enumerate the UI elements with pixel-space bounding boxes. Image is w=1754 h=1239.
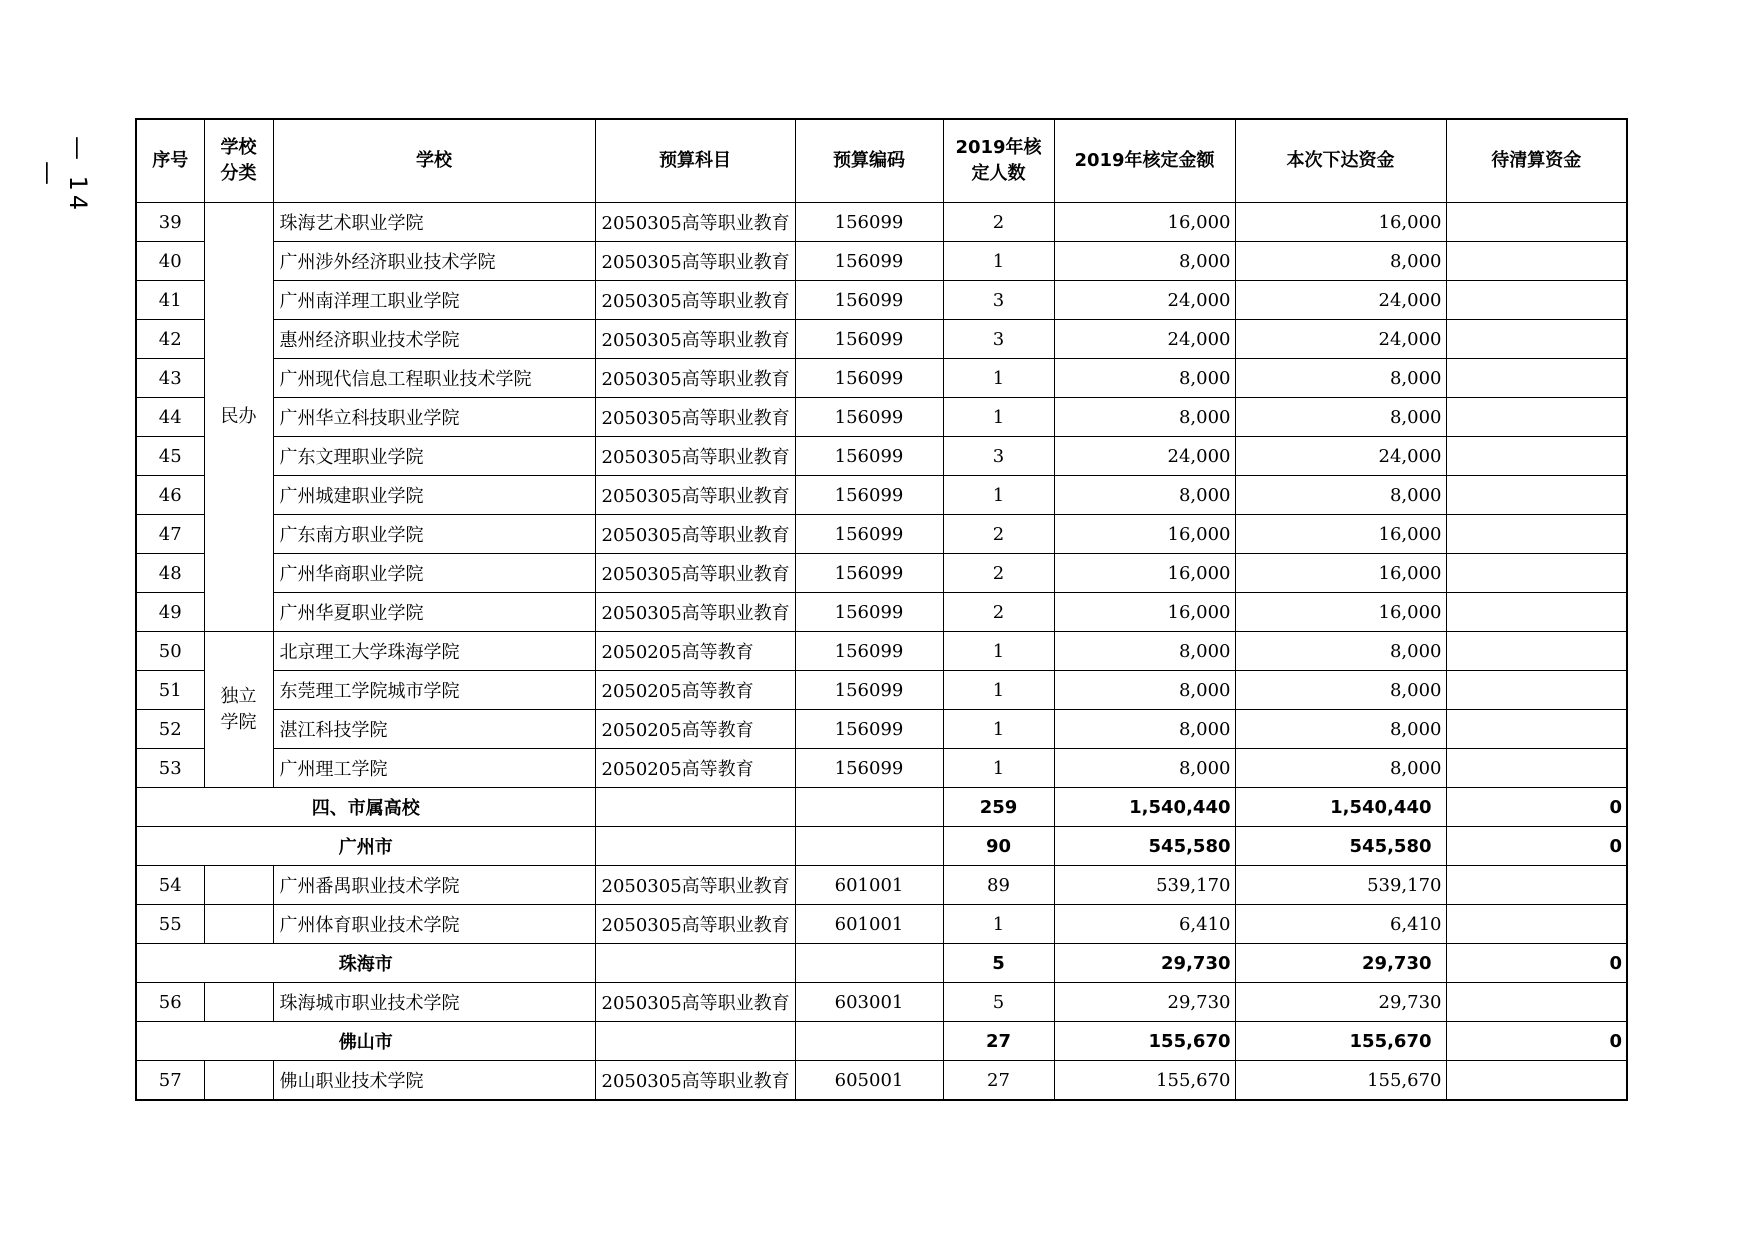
row-count: 2 (943, 515, 1054, 554)
row-pending (1446, 476, 1627, 515)
row-amount: 29,730 (1054, 983, 1235, 1022)
row-school: 广州现代信息工程职业技术学院 (273, 359, 595, 398)
header-pending: 待清算资金 (1446, 119, 1627, 203)
summary-count: 5 (943, 944, 1054, 983)
row-subject: 2050305高等职业教育 (595, 203, 795, 242)
row-seq: 41 (136, 281, 204, 320)
row-seq: 49 (136, 593, 204, 632)
summary-count: 90 (943, 827, 1054, 866)
city-summary-zhuhai (136, 944, 1627, 983)
summary-code (795, 944, 943, 983)
row-issued: 16,000 (1235, 593, 1446, 632)
row-pending (1446, 203, 1627, 242)
header-code: 预算编码 (795, 119, 943, 203)
row-code: 156099 (795, 242, 943, 281)
summary-issued: 545,580 (1235, 827, 1446, 866)
row-seq: 46 (136, 476, 204, 515)
row-subject: 2050305高等职业教育 (595, 554, 795, 593)
summary-label: 广州市 (136, 827, 595, 866)
table-row (136, 476, 1627, 515)
row-count: 1 (943, 398, 1054, 437)
row-pending (1446, 632, 1627, 671)
row-issued: 155,670 (1235, 1061, 1446, 1101)
row-code: 603001 (795, 983, 943, 1022)
row-pending (1446, 281, 1627, 320)
summary-code (795, 1022, 943, 1061)
row-category (204, 1061, 273, 1101)
row-pending (1446, 905, 1627, 944)
summary-subject (595, 1022, 795, 1061)
row-issued: 24,000 (1235, 437, 1446, 476)
row-amount: 8,000 (1054, 710, 1235, 749)
row-school: 珠海城市职业技术学院 (273, 983, 595, 1022)
summary-issued: 1,540,440 (1235, 788, 1446, 827)
row-school: 广东文理职业学院 (273, 437, 595, 476)
table-row (136, 671, 1627, 710)
header-subject: 预算科目 (595, 119, 795, 203)
row-code: 156099 (795, 398, 943, 437)
row-seq: 45 (136, 437, 204, 476)
row-count: 3 (943, 281, 1054, 320)
row-amount: 8,000 (1054, 359, 1235, 398)
summary-count: 27 (943, 1022, 1054, 1061)
table-row (136, 554, 1627, 593)
row-amount: 16,000 (1054, 593, 1235, 632)
row-subject: 2050205高等教育 (595, 671, 795, 710)
table-row (136, 437, 1627, 476)
row-subject: 2050305高等职业教育 (595, 476, 795, 515)
summary-issued: 29,730 (1235, 944, 1446, 983)
row-school: 湛江科技学院 (273, 710, 595, 749)
table-row (136, 593, 1627, 632)
row-school: 北京理工大学珠海学院 (273, 632, 595, 671)
summary-code (795, 788, 943, 827)
summary-label: 佛山市 (136, 1022, 595, 1061)
row-seq: 44 (136, 398, 204, 437)
row-seq: 40 (136, 242, 204, 281)
row-subject: 2050305高等职业教育 (595, 359, 795, 398)
category-minban: 民办 (204, 203, 273, 632)
row-issued: 8,000 (1235, 671, 1446, 710)
row-code: 156099 (795, 632, 943, 671)
row-code: 156099 (795, 476, 943, 515)
row-code: 156099 (795, 359, 943, 398)
row-code: 156099 (795, 203, 943, 242)
row-count: 3 (943, 437, 1054, 476)
row-pending (1446, 320, 1627, 359)
row-school: 佛山职业技术学院 (273, 1061, 595, 1101)
row-count: 5 (943, 983, 1054, 1022)
row-subject: 2050305高等职业教育 (595, 1061, 795, 1101)
row-category (204, 905, 273, 944)
summary-pending: 0 (1446, 944, 1627, 983)
table-row (136, 515, 1627, 554)
table-row (136, 710, 1627, 749)
row-count: 89 (943, 866, 1054, 905)
table-row (136, 320, 1627, 359)
row-code: 605001 (795, 1061, 943, 1101)
summary-subject (595, 827, 795, 866)
row-issued: 8,000 (1235, 476, 1446, 515)
table-row (136, 905, 1627, 944)
row-code: 601001 (795, 866, 943, 905)
header-issued: 本次下达资金 (1235, 119, 1446, 203)
table-row (136, 242, 1627, 281)
row-code: 156099 (795, 515, 943, 554)
row-school: 广州华夏职业学院 (273, 593, 595, 632)
row-amount: 8,000 (1054, 242, 1235, 281)
row-category (204, 866, 273, 905)
summary-pending: 0 (1446, 827, 1627, 866)
row-school: 惠州经济职业技术学院 (273, 320, 595, 359)
row-amount: 8,000 (1054, 398, 1235, 437)
row-subject: 2050205高等教育 (595, 632, 795, 671)
row-pending (1446, 515, 1627, 554)
category-duli (204, 632, 273, 788)
city-summary-guangzhou (136, 827, 1627, 866)
row-seq: 43 (136, 359, 204, 398)
row-code: 156099 (795, 710, 943, 749)
table-row (136, 866, 1627, 905)
row-code: 156099 (795, 554, 943, 593)
row-subject: 2050305高等职业教育 (595, 983, 795, 1022)
category-duli-text: 独立学院 (220, 685, 257, 733)
row-pending (1446, 1061, 1627, 1101)
row-pending (1446, 866, 1627, 905)
row-count: 27 (943, 1061, 1054, 1101)
summary-amount: 1,540,440 (1054, 788, 1235, 827)
row-pending (1446, 710, 1627, 749)
row-count: 1 (943, 359, 1054, 398)
header-category-text: 学校分类 (220, 137, 257, 184)
row-school: 广州涉外经济职业技术学院 (273, 242, 595, 281)
row-subject: 2050305高等职业教育 (595, 398, 795, 437)
row-seq: 47 (136, 515, 204, 554)
row-code: 156099 (795, 671, 943, 710)
row-issued: 16,000 (1235, 203, 1446, 242)
row-issued: 8,000 (1235, 749, 1446, 788)
row-amount: 8,000 (1054, 632, 1235, 671)
row-pending (1446, 242, 1627, 281)
row-amount: 8,000 (1054, 671, 1235, 710)
row-amount: 155,670 (1054, 1061, 1235, 1101)
row-amount: 24,000 (1054, 281, 1235, 320)
row-pending (1446, 671, 1627, 710)
summary-label: 珠海市 (136, 944, 595, 983)
row-amount: 24,000 (1054, 437, 1235, 476)
header-count-text: 2019年核定人数 (955, 137, 1042, 184)
row-school: 广州南洋理工职业学院 (273, 281, 595, 320)
row-issued: 8,000 (1235, 398, 1446, 437)
row-school: 广州番禺职业技术学院 (273, 866, 595, 905)
row-subject: 2050205高等教育 (595, 749, 795, 788)
row-seq: 54 (136, 866, 204, 905)
header-row (136, 119, 1627, 203)
row-count: 1 (943, 710, 1054, 749)
summary-amount: 29,730 (1054, 944, 1235, 983)
row-issued: 539,170 (1235, 866, 1446, 905)
summary-subject (595, 788, 795, 827)
row-count: 2 (943, 203, 1054, 242)
row-subject: 2050305高等职业教育 (595, 320, 795, 359)
row-school: 广州理工学院 (273, 749, 595, 788)
header-school: 学校 (273, 119, 595, 203)
row-code: 156099 (795, 437, 943, 476)
table-row (136, 398, 1627, 437)
page-number: — 14 — (34, 135, 92, 215)
row-seq: 57 (136, 1061, 204, 1101)
table-row (136, 1061, 1627, 1101)
row-count: 1 (943, 749, 1054, 788)
row-seq: 39 (136, 203, 204, 242)
summary-code (795, 827, 943, 866)
row-count: 1 (943, 476, 1054, 515)
row-school: 广州体育职业技术学院 (273, 905, 595, 944)
row-count: 3 (943, 320, 1054, 359)
header-seq: 序号 (136, 119, 204, 203)
row-school: 东莞理工学院城市学院 (273, 671, 595, 710)
row-seq: 51 (136, 671, 204, 710)
summary-subject (595, 944, 795, 983)
row-issued: 8,000 (1235, 242, 1446, 281)
row-amount: 539,170 (1054, 866, 1235, 905)
row-subject: 2050305高等职业教育 (595, 593, 795, 632)
row-seq: 48 (136, 554, 204, 593)
summary-issued: 155,670 (1235, 1022, 1446, 1061)
header-amount: 2019年核定金额 (1054, 119, 1235, 203)
row-seq: 52 (136, 710, 204, 749)
row-subject: 2050205高等教育 (595, 710, 795, 749)
row-issued: 8,000 (1235, 710, 1446, 749)
summary-count: 259 (943, 788, 1054, 827)
row-school: 广州华立科技职业学院 (273, 398, 595, 437)
row-seq: 42 (136, 320, 204, 359)
row-pending (1446, 749, 1627, 788)
row-amount: 16,000 (1054, 515, 1235, 554)
table-row (136, 359, 1627, 398)
row-pending (1446, 437, 1627, 476)
row-school: 珠海艺术职业学院 (273, 203, 595, 242)
row-subject: 2050305高等职业教育 (595, 281, 795, 320)
row-pending (1446, 398, 1627, 437)
row-amount: 16,000 (1054, 203, 1235, 242)
row-seq: 53 (136, 749, 204, 788)
row-seq: 56 (136, 983, 204, 1022)
row-subject: 2050305高等职业教育 (595, 242, 795, 281)
header-count (943, 119, 1054, 203)
row-subject: 2050305高等职业教育 (595, 515, 795, 554)
row-school: 广州城建职业学院 (273, 476, 595, 515)
summary-pending: 0 (1446, 1022, 1627, 1061)
header-category (204, 119, 273, 203)
row-count: 2 (943, 554, 1054, 593)
table-row (136, 632, 1627, 671)
row-issued: 16,000 (1235, 554, 1446, 593)
budget-table (135, 118, 1628, 1101)
row-count: 2 (943, 593, 1054, 632)
row-issued: 6,410 (1235, 905, 1446, 944)
row-code: 156099 (795, 749, 943, 788)
row-count: 1 (943, 242, 1054, 281)
row-count: 1 (943, 905, 1054, 944)
row-category (204, 983, 273, 1022)
row-issued: 24,000 (1235, 281, 1446, 320)
row-issued: 16,000 (1235, 515, 1446, 554)
row-code: 156099 (795, 320, 943, 359)
table-body (136, 203, 1627, 1101)
row-school: 广东南方职业学院 (273, 515, 595, 554)
row-pending (1446, 983, 1627, 1022)
row-issued: 29,730 (1235, 983, 1446, 1022)
row-amount: 8,000 (1054, 476, 1235, 515)
city-summary-foshan (136, 1022, 1627, 1061)
row-subject: 2050305高等职业教育 (595, 866, 795, 905)
table-row (136, 203, 1627, 242)
summary-amount: 545,580 (1054, 827, 1235, 866)
row-seq: 55 (136, 905, 204, 944)
row-subject: 2050305高等职业教育 (595, 905, 795, 944)
row-count: 1 (943, 632, 1054, 671)
section-total-row (136, 788, 1627, 827)
row-subject: 2050305高等职业教育 (595, 437, 795, 476)
row-amount: 24,000 (1054, 320, 1235, 359)
row-count: 1 (943, 671, 1054, 710)
row-issued: 8,000 (1235, 359, 1446, 398)
table-row (136, 749, 1627, 788)
summary-amount: 155,670 (1054, 1022, 1235, 1061)
row-amount: 16,000 (1054, 554, 1235, 593)
row-school: 广州华商职业学院 (273, 554, 595, 593)
row-pending (1446, 593, 1627, 632)
row-pending (1446, 359, 1627, 398)
row-code: 601001 (795, 905, 943, 944)
row-code: 156099 (795, 281, 943, 320)
row-amount: 8,000 (1054, 749, 1235, 788)
summary-label: 四、市属高校 (136, 788, 595, 827)
row-issued: 24,000 (1235, 320, 1446, 359)
table-row (136, 983, 1627, 1022)
row-code: 156099 (795, 593, 943, 632)
row-issued: 8,000 (1235, 632, 1446, 671)
row-pending (1446, 554, 1627, 593)
row-amount: 6,410 (1054, 905, 1235, 944)
table-row (136, 281, 1627, 320)
row-seq: 50 (136, 632, 204, 671)
summary-pending: 0 (1446, 788, 1627, 827)
